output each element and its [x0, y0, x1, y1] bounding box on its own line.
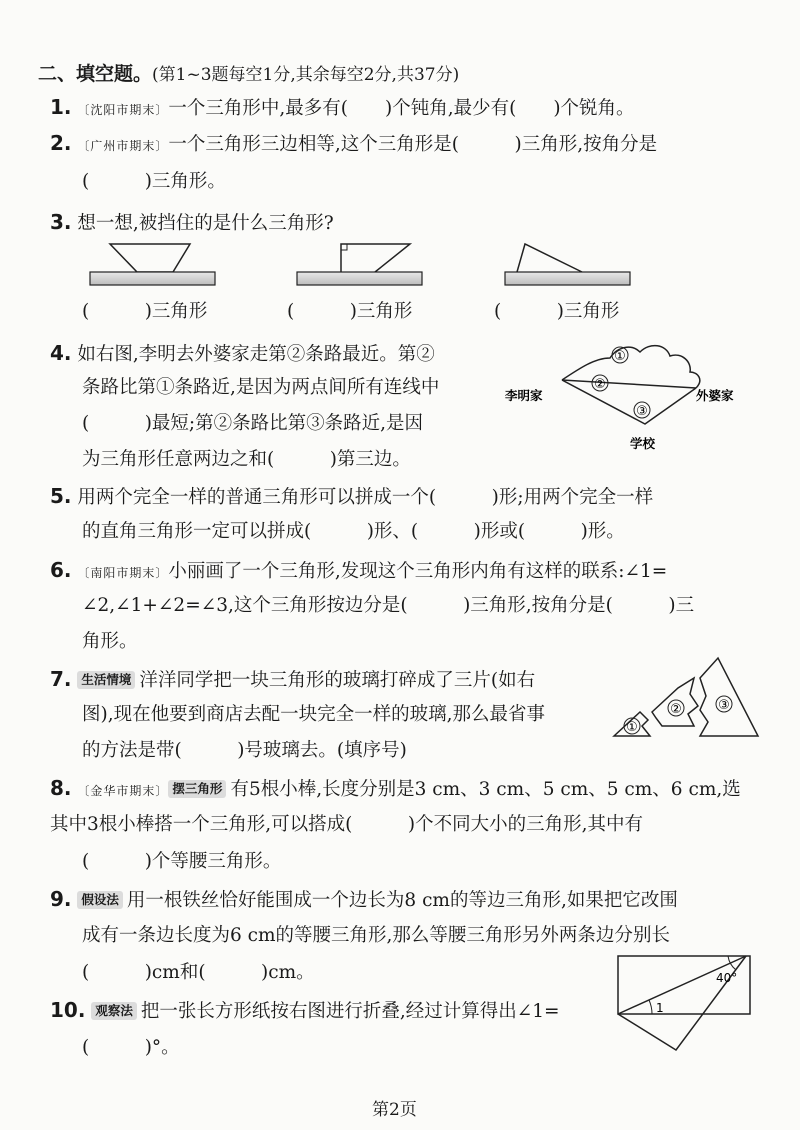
question-2: [50, 131, 657, 158]
question-text: 小丽画了一个三角形,发现这个三角形内角有这样的联系:∠1=: [168, 561, 668, 582]
question-1: [50, 95, 635, 122]
glass-pieces-figure: [608, 650, 768, 742]
triangle-figure-1: [90, 244, 215, 285]
category-tag: 生活情境: [77, 671, 135, 689]
question-7: [50, 667, 535, 693]
question-3: [50, 210, 334, 236]
triangle-figure-3: [505, 244, 630, 285]
question-number: 8.: [50, 776, 72, 800]
section-note: (第1~3题每空1分,其余每空2分,共37分): [152, 65, 460, 85]
question-text: 洋洋同学把一块三角形的玻璃打碎成了三片(如右: [139, 670, 536, 691]
question-text: 用一根铁丝恰好能围成一个边长为8 cm的等边三角形,如果把它改围: [126, 890, 678, 911]
question-7-line-2: 图),现在他要到商店去配一块完全一样的玻璃,那么最省事: [82, 704, 545, 725]
question-number: 6.: [50, 558, 72, 582]
section-title: 二、填空题。: [38, 63, 153, 85]
route-1-label: ①: [614, 349, 626, 364]
question-text: 用两个完全一样的普通三角形可以拼成一个( )形;用两个完全一样: [77, 487, 654, 508]
answer-blank-1: ( )三角形: [82, 301, 208, 322]
route-2-path: [562, 380, 696, 388]
source-label: 〔金华市期末〕: [77, 784, 169, 798]
angle-1-label: 1: [656, 1001, 664, 1015]
triangle-figure-2: [297, 244, 422, 285]
question-text: 一个三角形三边相等,这个三角形是( )三角形,按角分是: [168, 134, 658, 155]
folded-paper-figure: [612, 950, 757, 1058]
section-header: [38, 62, 459, 87]
question-text: 想一想,被挡住的是什么三角形?: [77, 213, 334, 234]
piece-1-label: ①: [626, 720, 638, 735]
category-tag: 假设法: [77, 891, 123, 909]
answer-blank-3: ( )三角形: [494, 301, 620, 322]
question-5: [50, 484, 653, 510]
fold-line: [618, 956, 746, 1014]
question-4-line-3: ( )最短;第②条路比第③条路近,是因: [82, 413, 424, 434]
question-10: [50, 998, 560, 1024]
question-text: 有5根小棒,长度分别是3 cm、3 cm、5 cm、5 cm、6 cm,选: [230, 779, 741, 800]
question-4-line-4: 为三角形任意两边之和( )第三边。: [82, 449, 411, 470]
piece-2-label: ②: [670, 702, 682, 717]
end-point-label: 外婆家: [696, 388, 734, 403]
route-3-label: ③: [636, 404, 648, 419]
question-6: [50, 558, 667, 585]
question-number: 3.: [50, 210, 72, 234]
question-8-line-3: ( )个等腰三角形。: [82, 851, 282, 872]
question-10-line-2: ( )°。: [82, 1037, 180, 1058]
question-number: 7.: [50, 667, 72, 691]
answer-blank-2: ( )三角形: [287, 301, 413, 322]
question-6-line-3: 角形。: [82, 631, 138, 652]
question-number: 1.: [50, 95, 72, 119]
question-number: 4.: [50, 341, 72, 365]
question-8-line-2: 其中3根小棒搭一个三角形,可以搭成( )个不同大小的三角形,其中有: [50, 814, 643, 835]
angle-40-label: 40°: [716, 971, 738, 985]
source-label: 〔沈阳市期末〕: [77, 103, 169, 117]
question-8: [50, 776, 741, 803]
question-number: 9.: [50, 887, 72, 911]
question-9-line-2: 成有一条边长度为6 cm的等腰三角形,那么等腰三角形另外两条边分别长: [82, 925, 670, 946]
question-4: [50, 341, 435, 367]
question-9-line-3: ( )cm和( )cm。: [82, 962, 315, 983]
category-tag: 摆三角形: [168, 780, 226, 798]
source-label: 〔南阳市期末〕: [77, 566, 169, 580]
question-number: 2.: [50, 131, 72, 155]
question-text: 一个三角形中,最多有( )个钝角,最少有( )个锐角。: [168, 98, 635, 119]
route-2-label: ②: [594, 377, 606, 392]
question-text: 如右图,李明去外婆家走第②条路最近。第②: [77, 344, 435, 365]
question-text: 把一张长方形纸按右图进行折叠,经过计算得出∠1=: [140, 1001, 560, 1022]
question-7-line-3: 的方法是带( )号玻璃去。(填序号): [82, 740, 407, 761]
school-label: 学校: [630, 436, 656, 451]
page-number: 第2页: [372, 1100, 417, 1120]
start-point-label: 李明家: [505, 388, 543, 403]
question-6-line-2: ∠2,∠1+∠2=∠3,这个三角形按边分是( )三角形,按角分是( )三: [82, 595, 695, 616]
piece-3-label: ③: [718, 698, 730, 713]
question-number: 10.: [50, 998, 86, 1022]
question-2-line-2: ( )三角形。: [82, 171, 226, 192]
question-number: 5.: [50, 484, 72, 508]
category-tag: 观察法: [91, 1002, 137, 1020]
route-map-figure: [500, 338, 755, 456]
source-label: 〔广州市期末〕: [77, 139, 169, 153]
question-5-line-2: 的直角三角形一定可以拼成( )形、( )形或( )形。: [82, 521, 625, 542]
hidden-triangles-figure: [85, 240, 645, 295]
question-9: [50, 887, 678, 913]
glass-piece-3: [700, 658, 758, 736]
question-4-line-2: 条路比第①条路近,是因为两点间所有连线中: [82, 377, 440, 398]
